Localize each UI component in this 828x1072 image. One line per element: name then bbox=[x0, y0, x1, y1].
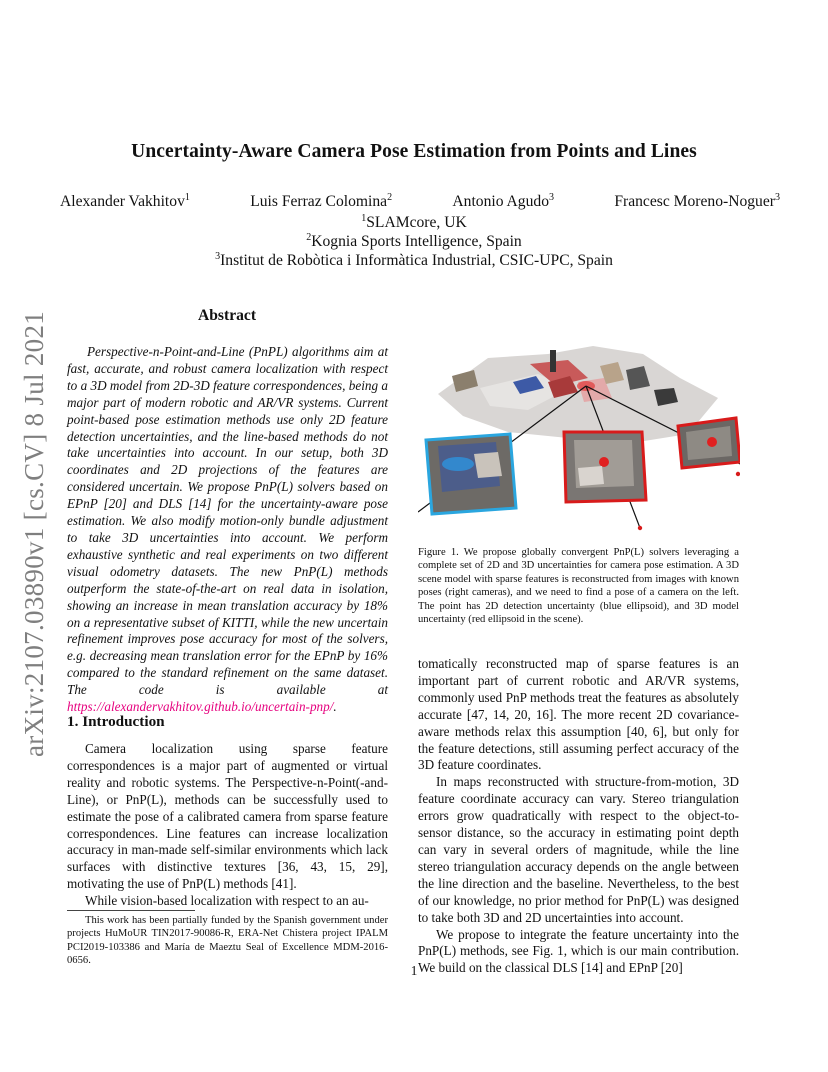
paragraph: Camera localization using sparse feature correspondences is a major part of augmented or virtual reality and robotic systems. The Perspective-n-Point(-and-Line), or PnP(L), methods can be successfully used to estimate the pose of a calibrated camera from sparse feature correspondences. Line features can increase localization accuracy in man-made self-similar environments which lack surfaces with distinctive textures [36, 43, 15, 29], motivating the use of PnP(L) methods [41]. bbox=[67, 741, 388, 892]
page-number: 1 bbox=[410, 963, 418, 978]
author: Francesc Moreno-Noguer$^3$ bbox=[614, 191, 780, 210]
paragraph: While vision-based localization with respect to an au- bbox=[85, 893, 369, 909]
author-list bbox=[60, 193, 780, 211]
section-heading-introduction: 1. Introduction bbox=[67, 713, 165, 730]
arxiv-stamp: arXiv:2107.03890v1 [cs.CV] 8 Jul 2021 bbox=[19, 310, 49, 757]
figure-1 bbox=[418, 336, 740, 536]
paper-title: Uncertainty-Aware Camera Pose Estimation from Points and Lines bbox=[131, 141, 697, 162]
affiliation: $^2$Kognia Sports Intelligence, Spain bbox=[306, 231, 522, 250]
footnote: This work has been partially funded by the Spanish government under projects HuMoUR TIN2017-90086-R, ERA-Net Chistera project IPALM PCI2019-103386 and María de Maeztu Seal of Excellence MDM-2016-0656. bbox=[67, 915, 388, 967]
introduction-text bbox=[67, 741, 388, 910]
abstract-heading: Abstract bbox=[198, 307, 257, 324]
footnote-rule bbox=[67, 910, 195, 911]
camera-center bbox=[736, 472, 740, 476]
paragraph: In maps reconstructed with structure-from-motion, 3D feature coordinate accuracy can vary. Stereo triangulation errors grow quadratically with respect to the object-to-sensor distance, so the accuracy in estimating point depth can vary in several orders of magnitude, while the line stereo triangulation accuracy depends on the angle between the line direction and the baseline. Nevertheless, to the best of our knowledge, no prior method for PnP(L) was designed to take both 3D and 2D uncertainties into account. bbox=[418, 774, 739, 925]
camera-center bbox=[638, 526, 642, 530]
figure-1-illustration bbox=[418, 336, 740, 536]
reference-camera-image bbox=[678, 418, 740, 468]
paragraph: tomatically reconstructed map of sparse features is an important part of current robotic and AR/VR systems, commonly used PnP methods treat the features as absolutely accurate [47, 14, 20, 16]. The more recent 2D covariance-aware methods relax this assumption [40, 6], but only for the feature detections, still assuming perfect accuracy of the 3D feature coordinates. bbox=[418, 656, 739, 773]
author: Antonio Agudo$^3$ bbox=[452, 191, 554, 210]
affiliation: $^1$SLAMcore, UK bbox=[361, 212, 467, 231]
reference-camera-image bbox=[564, 432, 646, 502]
figure-1-caption: Figure 1. We propose globally convergent PnP(L) solvers leveraging a complete set of 2D and 3D uncertainties for camera pose estimation. A 3D scene model with sparse features is reconstructed from images with known poses (right cameras), and we need to find a pose of a camera on the left. The point has 2D detection uncertainty (blue ellipsoid), and 3D model uncertainty (red ellipsoid in the scene). bbox=[418, 547, 739, 626]
author: Luis Ferraz Colomina$^2$ bbox=[250, 191, 393, 210]
author: Alexander Vakhitov$^1$ bbox=[60, 191, 190, 210]
scene-object bbox=[550, 350, 556, 372]
2d-uncertainty-ellipse bbox=[442, 457, 474, 471]
abstract-body: Perspective-n-Point-and-Line (PnPL) algorithms aim at fast, accurate, and robust camera localization with respect to a 3D model from 2D-3D feature correspondences, being a major part of modern robotic and AR/VR systems. Current point-based pose estimation methods use only 2D feature detection uncertainties, and the line-based methods do not take uncertainties into account. In our setup, both 3D coordinates and 2D projections of the features are considered uncertain. We propose PnP(L) solvers based on EPnP [20] and DLS [14] for the uncertainty-aware pose estimation. We also modify motion-only bundle adjustment to take 3D uncertainties into account. We perform exhaustive synthetic and real experiments on two different visual odometry datasets. The new PnP(L) methods outperform the state-of-the-art on real data in isolation, showing an increase in mean translation accuracy by 18% on a representative subset of KITTI, while the new uncertain refinement improves pose accuracy for most of the solvers, e.g. decreasing mean translation error for the EPnP by 16% compared to the standard refinement on the same dataset. The code is available at https://alexandervakhitov.github.io/uncertain-pnp/. bbox=[67, 344, 388, 715]
point-cloud-scene bbox=[438, 346, 718, 442]
right-column-text bbox=[418, 656, 739, 977]
paragraph: We propose to integrate the feature uncertainty into the PnP(L) methods, see Fig. 1, which is our main contribution. We build on the classical DLS [14] and EPnP [20] bbox=[418, 926, 739, 976]
code-link[interactable]: https://alexandervakhitov.github.io/uncertain-pnp/ bbox=[67, 699, 334, 715]
affiliation: $^3$Institut de Robòtica i Informàtica Industrial, CSIC-UPC, Spain bbox=[215, 250, 613, 269]
query-camera-image bbox=[426, 434, 516, 514]
